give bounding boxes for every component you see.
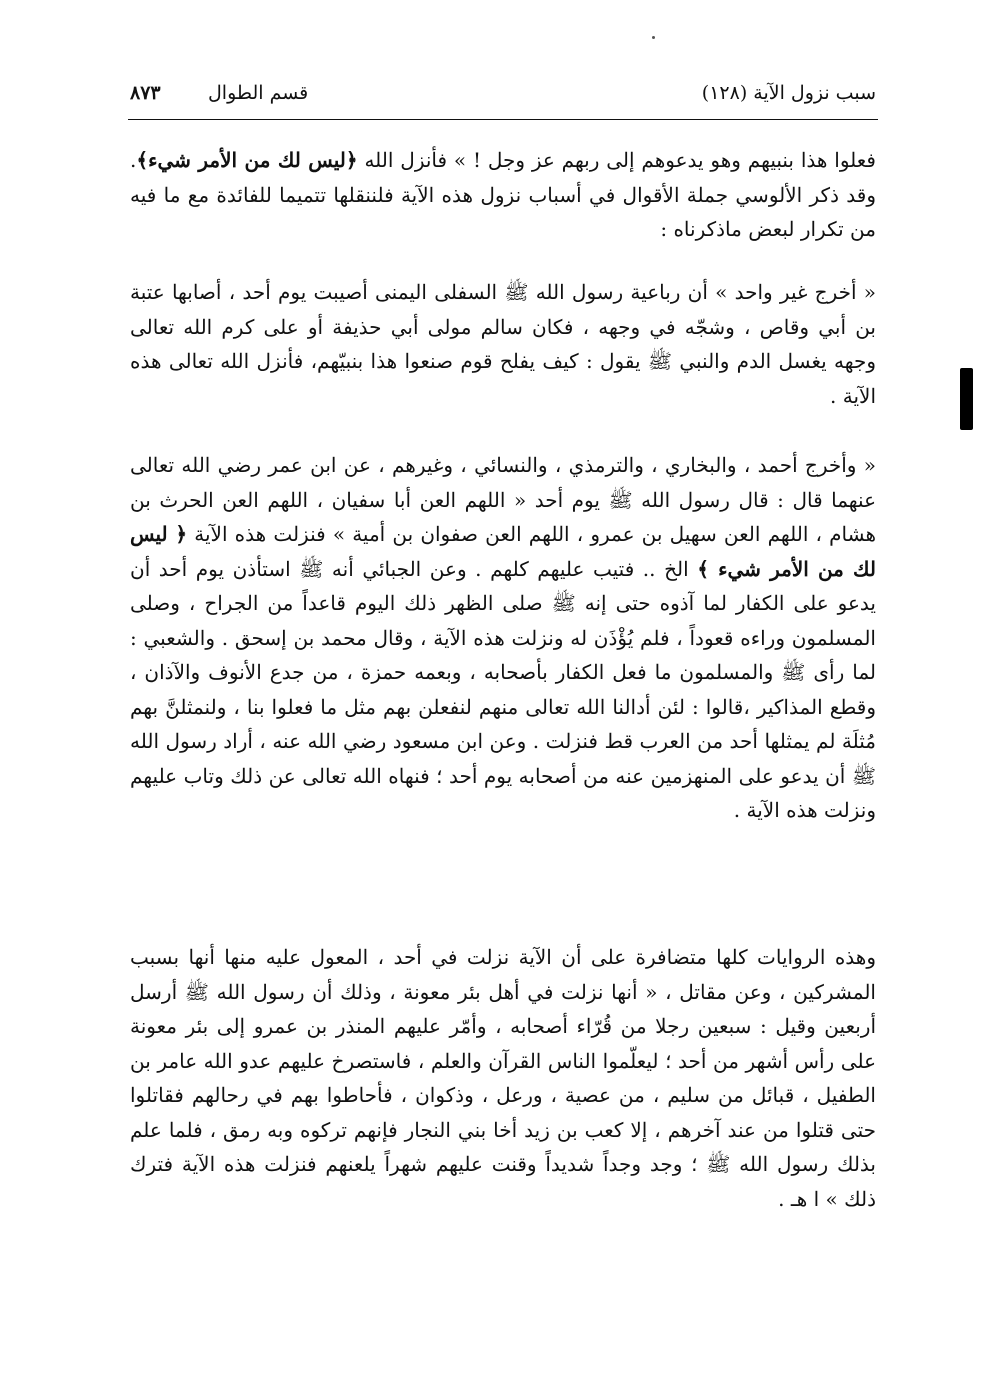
running-title: سبب نزول الآية (١٢٨) (701, 82, 876, 104)
page-header (130, 82, 876, 112)
paragraph-4: وهذه الروايات كلها متضافرة على أن الآية نزلت في أحد ، المعول عليه منها أنها بسبب المشركين ، وعن مقاتل ، « أنها نزلت في أهل بئر معونة ، وذلك أن رسول الله ﷺ أرسل أربعين وقيل : سبعين رجلا من قُرّاء أصحابه ، وأمّر عليهم المنذر بن عمرو إلى بئر معونة على رأس أشهر من أحد ؛ ليعلّموا الناس القرآن والعلم ، فاستصرخ عليهم عدو الله عامر بن الطفيل ، قبائل من سليم ، من عصية ، ورعل ، وذكوان ، فأحاطوا بهم في رحالهم فقاتلوا حتى قتلوا من عند آخرهم ، إلا كعب بن زيد أخا بني النجار فإنهم تركوه وبه رمق ، فلما علم بذلك رسول الله ﷺ ؛ وجد وجداً شديداً وقنت عليهم شهراً يلعنهم فنزلت هذه الآية فترك ذلك » ا هـ . (130, 945, 876, 1211)
paragraph-3 (130, 448, 876, 828)
quran-verse: ﴿ليس لك من الأمر شيء﴾ (136, 148, 358, 172)
paragraph-1 (130, 143, 876, 247)
section-title: قسم الطوال (208, 82, 309, 104)
paragraph-2: « أخرج غير واحد » أن رباعية رسول الله ﷺ السفلى اليمنى أصيبت يوم أحد ، أصابها عتبة بن أبي وقاص ، وشجّه في وجهه ، فكان سالم مولى أبي حذيفة أو على كرم الله تعالى وجهه يغسل الدم والنبي ﷺ يقول : كيف يفلح قوم صنعوا هذا بنبيّهم، فأنزل الله تعالى هذه الآية . (130, 280, 876, 408)
thumb-index-marker (960, 368, 973, 430)
print-speck (652, 36, 655, 39)
paragraph-3-text-b: الخ .. فتيب عليهم كلهم . وعن الجبائي أنه ﷺ استأذن يوم أحد أن يدعو على الكفار لما آذوه حتى إنه ﷺ صلى الظهر ذلك اليوم قاعداً من الجراح ، وصلى المسلمون وراءه قعوداً ، فلم يُؤْذَن له ونزلت هذه الآية ، وقال محمد بن إسحق . والشعبي : لما رأى ﷺ والمسلمون ما فعل الكفار بأصحابه ، وبعمه حمزة ، من جدع الأنوف والآذان ، وقطع المذاكير ،قالوا : لئن أدالنا الله تعالى منهم لنفعلن بهم مثل ما فعلوا بنا ، ولنمثلنَّ بهم مُثلَة لم يمثلها أحد من العرب قط فنزلت . وعن ابن مسعود رضي الله عنه ، أراد رسول الله ﷺ أن يدعو على المنهزمين عنه من أصحابه يوم أحد ؛ فنهاه الله تعالى عن ذلك وتاب عليهم ونزلت هذه الآية . (130, 556, 876, 822)
page-number: ٨٧٣ (130, 82, 161, 104)
header-rule (128, 119, 878, 120)
paragraph-1-text-b: . وقد ذكر الألوسي جملة الأقوال في أسباب نزول هذه الآية فلننقلها تتميما للفائدة مع ما فيه من تكرار لبعض ماذكرناه : (130, 148, 876, 241)
paragraph-3-text-a: « وأخرج أحمد ، والبخاري ، والترمذي ، والنسائي ، وغيرهم ، عن ابن عمر رضي الله تعالى عنهما قال : قال رسول الله ﷺ يوم أحد « اللهم العن أبا سفيان ، اللهم العن الحرث بن هشام ، اللهم العن سهيل بن عمرو ، اللهم العن صفوان بن أمية » فنزلت هذه الآية (130, 453, 877, 546)
quran-verse: ﴿ ليس لك من الأمر شيء ﴾ (130, 522, 876, 581)
paragraph-1-text-a: فعلوا هذا بنبيهم وهو يدعوهم إلى ربهم عز وجل ! » فأنزل الله (357, 148, 876, 172)
